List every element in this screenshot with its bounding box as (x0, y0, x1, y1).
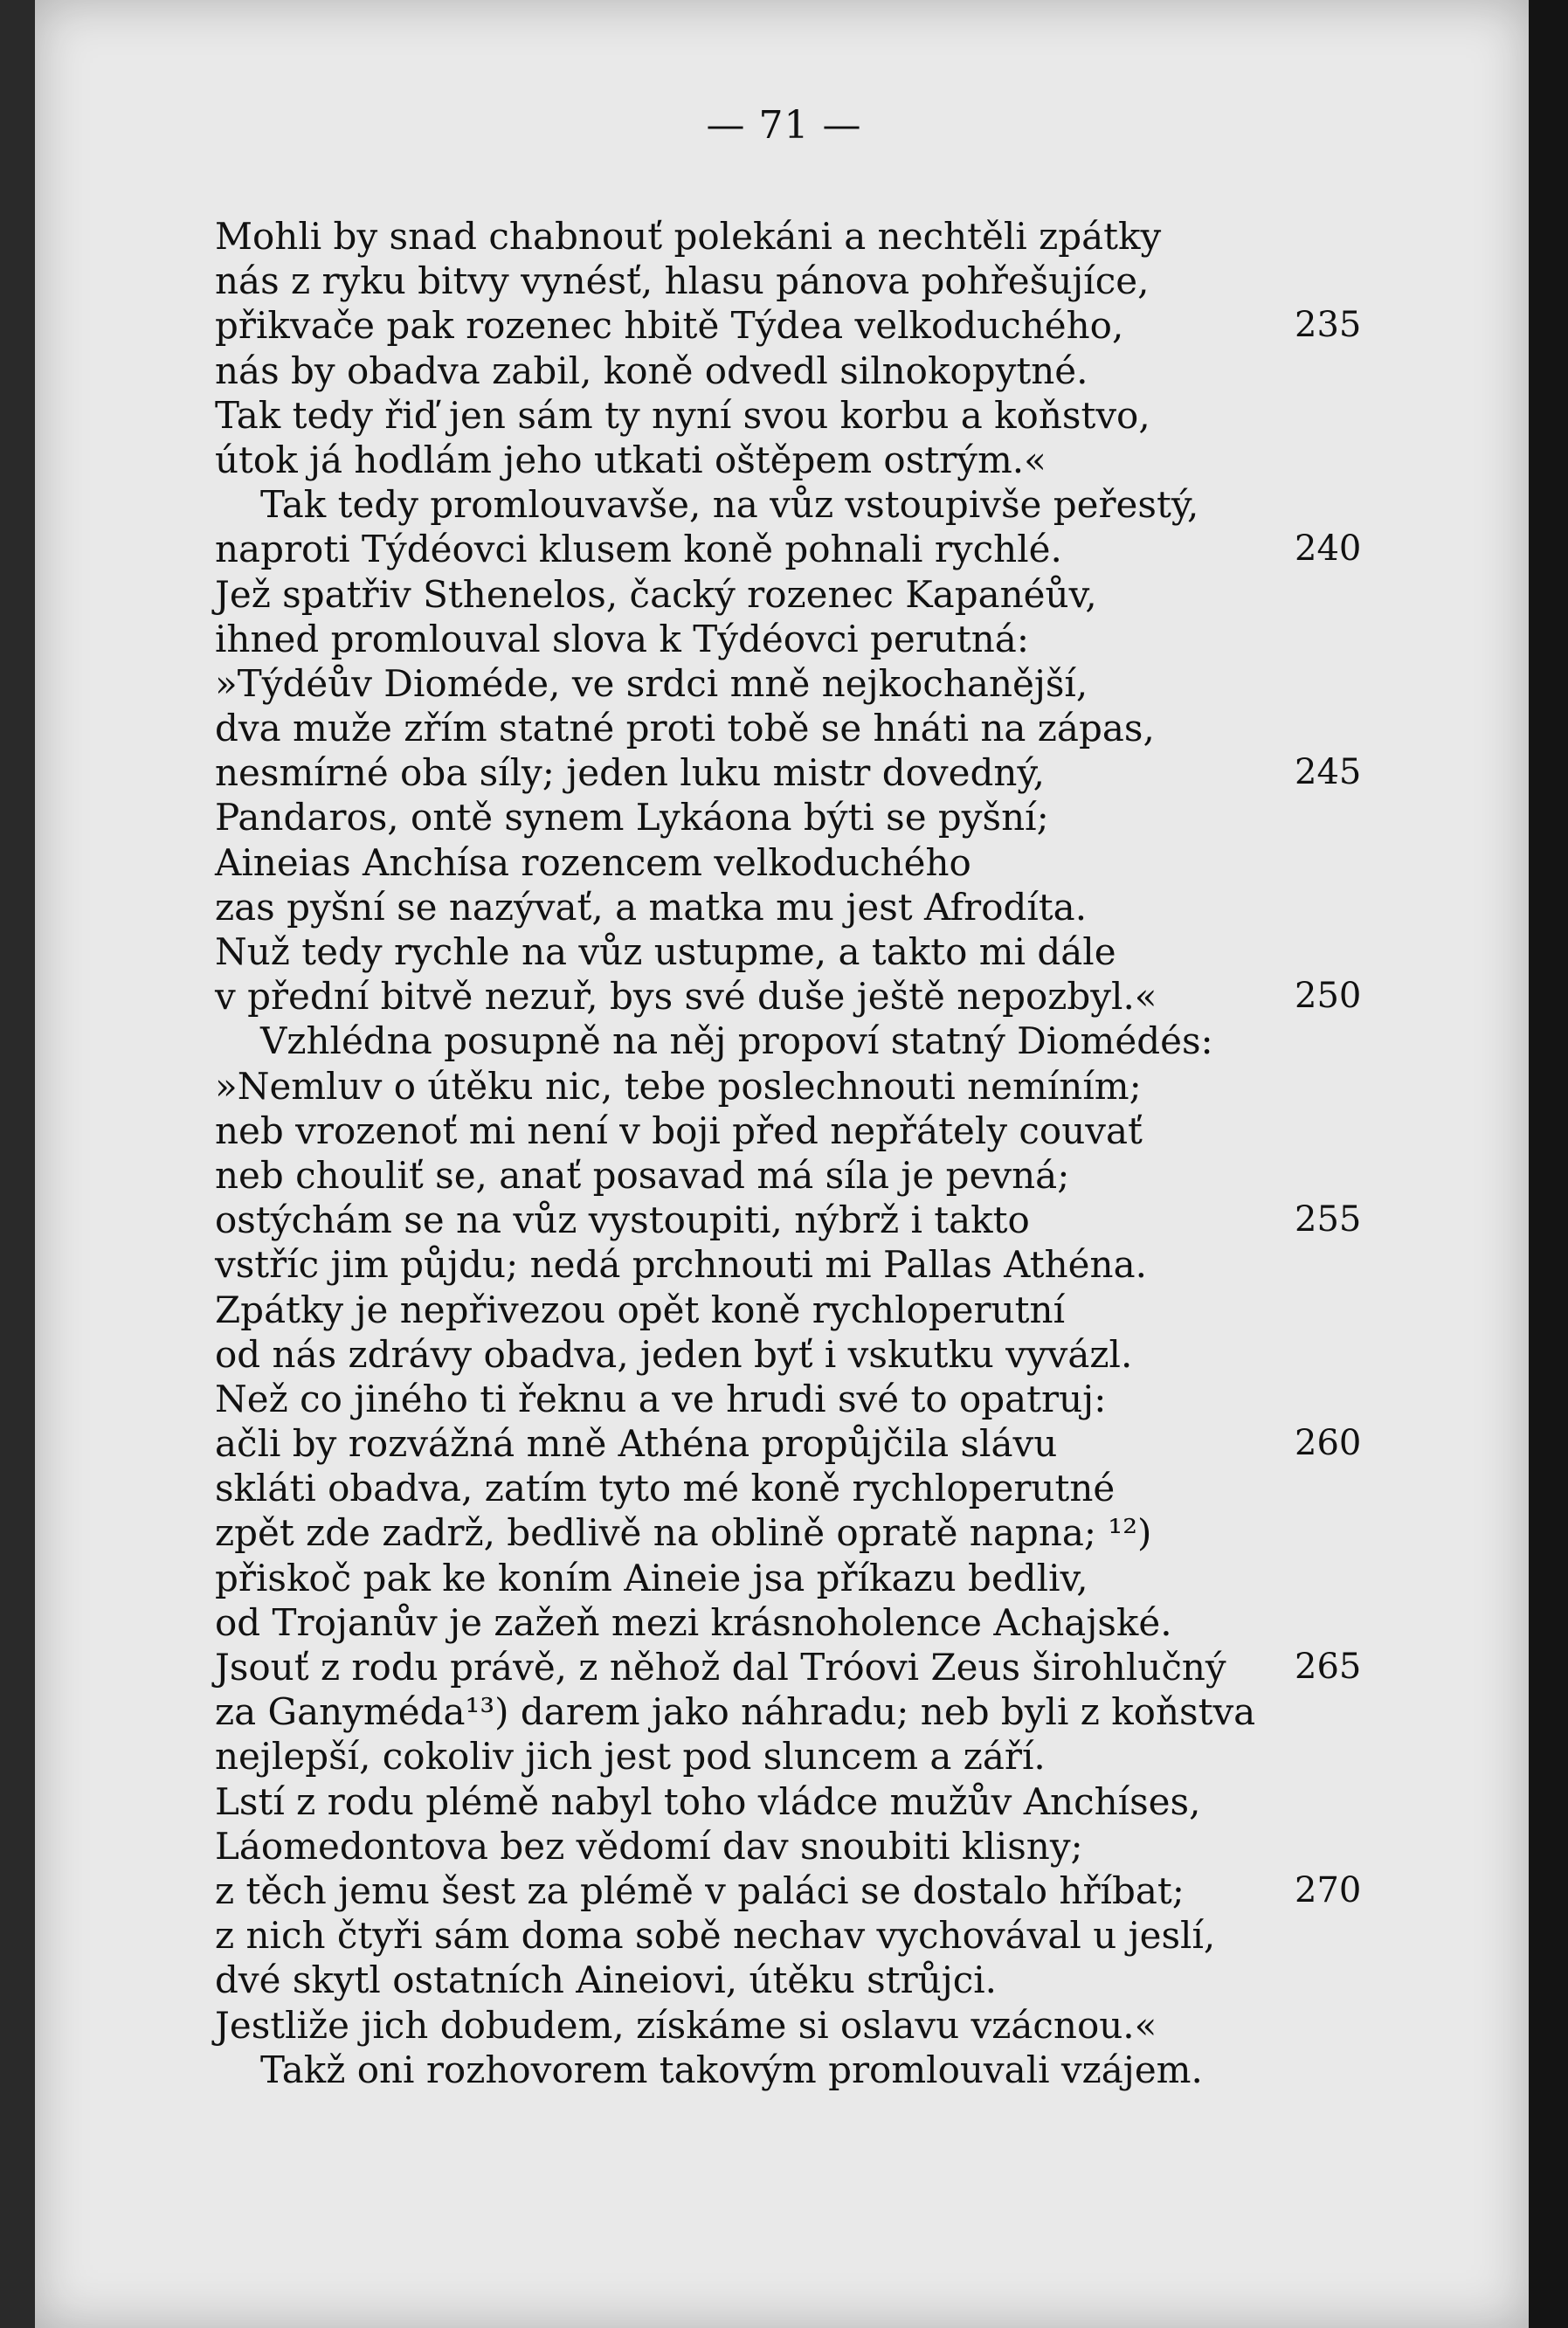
verse-line (215, 438, 1350, 482)
verse-line (215, 527, 1362, 571)
verse-line (215, 974, 1362, 1019)
verse-text: Mohli by snad chabnouť polekáni a nechtěli zpátky (215, 215, 1162, 258)
verse-line (215, 1600, 1350, 1645)
verse-line-number: 255 (1295, 1199, 1362, 1240)
verse-line (215, 1913, 1350, 1958)
verse-text: dvé skytl ostatních Aineiovi, útěku strůjci. (215, 1958, 998, 2002)
verse-line (215, 214, 1350, 259)
verse-line-number: 270 (1295, 1869, 1362, 1910)
verse-line (215, 1734, 1350, 1779)
verse-text: od nás zdrávy obadva, jeden byť i vskutku vyvázl. (215, 1332, 1133, 1376)
verse-text: nás by obadva zabil, koně odvedl silnokopytné. (215, 349, 1088, 392)
verse-line (215, 303, 1362, 348)
verse-line-number: 265 (1295, 1647, 1362, 1687)
verse-text: Tak tedy promlouvavše, na vůz vstoupivše peřestý, (260, 483, 1199, 527)
verse-line-number: 250 (1295, 976, 1362, 1017)
verse-line (215, 349, 1350, 393)
verse-line (215, 795, 1350, 839)
verse-line-number: 260 (1295, 1423, 1362, 1464)
scan-left-edge (0, 0, 35, 2328)
verse-text: zpět zde zadrž, bedlivě na oblině opratě napna; ¹²) (215, 1511, 1152, 1555)
verse-line (215, 929, 1350, 974)
verse-text: ostýchám se na vůz vystoupiti, nýbrž i takto (215, 1199, 1030, 1242)
scan-right-edge (1529, 0, 1568, 2328)
verse-text: přikvače pak rozenec hbitě Týdea velkoduchého, (215, 304, 1124, 348)
verse-line (215, 750, 1362, 795)
verse-line (215, 1466, 1350, 1510)
verse-line (215, 840, 1350, 885)
verse-text: naproti Týdéovci klusem koně pohnali rychlé. (215, 528, 1062, 571)
verse-text: Aineias Anchísa rozencem velkoduchého (215, 840, 971, 884)
verse-text: zas pyšní se nazývať, a matka mu jest Afrodíta. (215, 885, 1088, 929)
verse-line (215, 1510, 1350, 1555)
verse-line (215, 1242, 1350, 1287)
verse-text: Jež spatřiv Sthenelos, čacký rozenec Kapanéův, (215, 572, 1097, 616)
verse-text: »Nemluv o útěku nic, tebe poslechnouti nemíním; (215, 1064, 1142, 1108)
verse-text: v přední bitvě nezuř, bys své duše ještě nepozbyl.« (215, 975, 1157, 1019)
verse-text: ačli by rozvážná mně Athéna propůjčila slávu (215, 1422, 1058, 1466)
verse-text: »Týdéův Dioméde, ve srdci mně nejkochanější, (215, 661, 1088, 705)
verse-line (215, 1109, 1350, 1153)
verse-text: Lstí z rodu plémě nabyl toho vládce mužův Anchíses, (215, 1779, 1201, 1823)
verse-line (215, 393, 1350, 438)
verse-line (215, 1556, 1350, 1600)
verse-line (215, 1645, 1362, 1689)
verse-text: Vzhlédna posupně na něj propoví statný Diomédés: (260, 1019, 1213, 1063)
verse-line (215, 885, 1350, 929)
verse-line (215, 482, 1350, 527)
verse-text: Nuž tedy rychle na vůz ustupme, a takto mi dále (215, 930, 1116, 973)
verse-text: Takž oni rozhovorem takovým promlouvali vzájem. (260, 2048, 1203, 2091)
verse-text: od Trojanův je zažeň mezi krásnoholence Achajské. (215, 1600, 1172, 1644)
verse-text: přiskoč pak ke koním Aineie jsa příkazu bedliv, (215, 1556, 1088, 1599)
verse-line (215, 2003, 1350, 2048)
verse-line-number: 235 (1295, 305, 1362, 346)
verse-line (215, 572, 1350, 617)
verse-text: skláti obadva, zatím tyto mé koně rychloperutné (215, 1467, 1116, 1510)
verse-text: z těch jemu šest za plémě v paláci se dostalo hříbat; (215, 1869, 1185, 1912)
verse-text: Než co jiného ti řeknu a ve hrudi své to opatruj: (215, 1377, 1107, 1420)
verse-line (215, 1198, 1362, 1242)
verse-text: útok já hodlám jeho utkati oštěpem ostrým.« (215, 438, 1046, 481)
verse-line (215, 1019, 1350, 1063)
verse-text: dva muže zřím statné proti tobě se hnáti na zápas, (215, 707, 1155, 750)
verse-line (215, 1824, 1350, 1869)
poem-text (215, 214, 1362, 2092)
verse-text: ihned promlouval slova k Týdéovci perutná: (215, 617, 1029, 660)
verse-text: neb vrozenoť mi není v boji před nepřátely couvať (215, 1109, 1143, 1152)
verse-line (215, 1377, 1350, 1421)
verse-line (215, 2048, 1350, 2092)
verse-line (215, 661, 1350, 706)
verse-line (215, 1779, 1350, 1824)
verse-line (215, 1958, 1350, 2002)
page-number: — 71 — (706, 103, 862, 148)
verse-line (215, 1153, 1350, 1198)
verse-line-number: 240 (1295, 528, 1362, 570)
verse-text: Zpátky je nepřivezou opět koně rychloperutní (215, 1288, 1066, 1331)
verse-text: neb chouliť se, anať posavad má síla je pevná; (215, 1153, 1070, 1197)
verse-line (215, 259, 1350, 303)
verse-line (215, 1332, 1350, 1377)
verse-line (215, 1869, 1362, 1913)
verse-line (215, 617, 1350, 661)
verse-text: Jestliže jich dobudem, získáme si oslavu vzácnou.« (215, 2003, 1157, 2047)
verse-line (215, 1064, 1350, 1109)
verse-line (215, 706, 1350, 750)
verse-line (215, 1288, 1350, 1332)
verse-text: Tak tedy řiď jen sám ty nyní svou korbu a koňstvo, (215, 393, 1150, 437)
verse-text: nejlepší, cokoliv jich jest pod sluncem a září. (215, 1735, 1046, 1779)
verse-text: Láomedontova bez vědomí dav snoubiti klisny; (215, 1824, 1083, 1868)
verse-text: vstříc jim půjdu; nedá prchnouti mi Pallas Athéna. (215, 1243, 1147, 1287)
verse-text: z nich čtyři sám doma sobě nechav vychovával u jeslí, (215, 1914, 1216, 1958)
verse-text: nesmírné oba síly; jeden luku mistr dovedný, (215, 751, 1045, 795)
verse-line (215, 1421, 1362, 1466)
verse-line (215, 1689, 1350, 1734)
verse-line-number: 245 (1295, 752, 1362, 793)
verse-text: nás z ryku bitvy vynésť, hlasu pánova pohřešujíce, (215, 259, 1150, 303)
verse-text: Jsouť z rodu právě, z něhož dal Tróovi Zeus širohlučný (215, 1646, 1226, 1689)
verse-text: za Ganyméda¹³) darem jako náhradu; neb byli z koňstva (215, 1690, 1256, 1734)
verse-text: Pandaros, ontě synem Lykáona býti se pyšní; (215, 796, 1049, 839)
